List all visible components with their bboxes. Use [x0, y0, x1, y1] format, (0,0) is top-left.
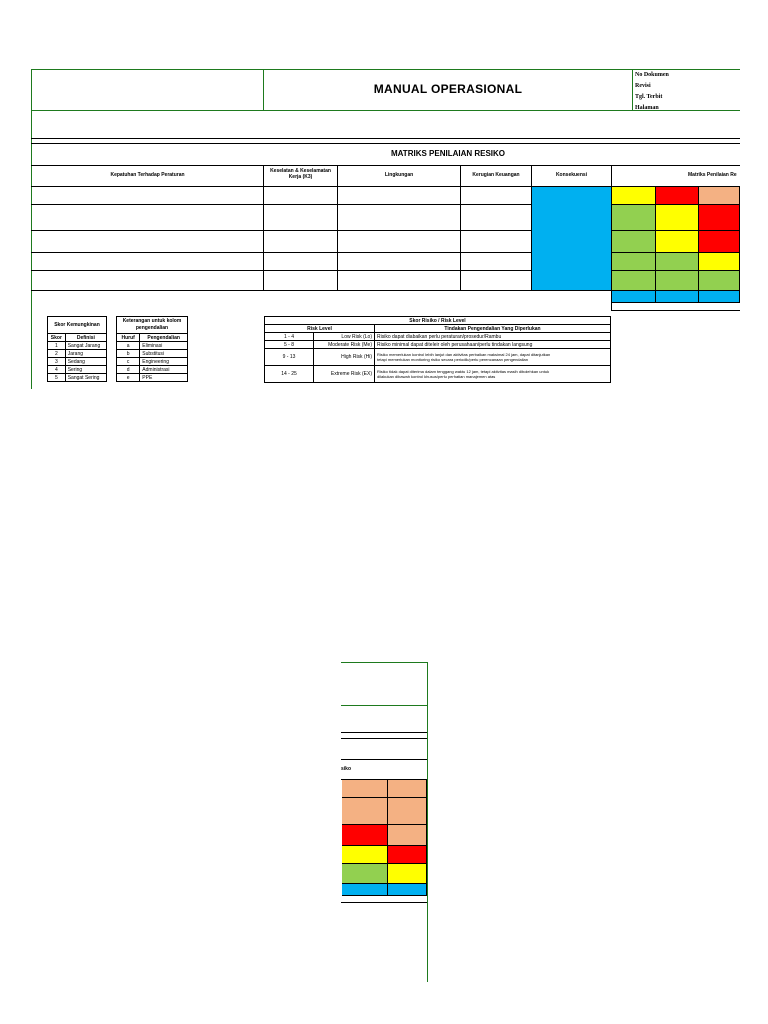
- pengendalian-header-pengendalian: Pengendalian: [140, 334, 188, 342]
- table-row: [265, 341, 611, 349]
- separator-line: [31, 138, 740, 139]
- kemungkinan-table: [47, 316, 107, 382]
- table-row: [117, 342, 188, 350]
- col-kerugian: Kerugian Keuangan: [472, 172, 520, 178]
- risk-level-header: Risk Level: [265, 325, 375, 333]
- risk-cell: [699, 231, 740, 253]
- risk-cell: [699, 205, 740, 231]
- risk-cell: [342, 846, 388, 864]
- risk-cell: [699, 187, 740, 205]
- risk-level-name: High Risk (Hi): [314, 349, 375, 366]
- risk-cell: [388, 798, 427, 825]
- meta-revisi: Revisi: [635, 83, 651, 89]
- kemungkinan-title: Skor Kemungkinan: [48, 317, 107, 334]
- risk-range: 1 - 4: [265, 333, 314, 341]
- page2-header-bottom: [341, 705, 428, 706]
- col-konsekuensi: Konsekuensi: [555, 172, 588, 178]
- pengendalian-value: Engineering: [140, 358, 188, 366]
- risk-range: 14 - 25: [265, 366, 314, 383]
- tindakan-header: Tindakan Pengendalian Yang Diperlukan: [375, 325, 611, 333]
- risk-level-title: Skor Risiko / Risk Level: [265, 317, 611, 325]
- pengendalian-title-line2: pengendalian: [135, 325, 169, 331]
- table-row: [265, 333, 611, 341]
- document-title: MANUAL OPERASIONAL: [373, 82, 523, 96]
- document-meta: [635, 70, 669, 114]
- separator-line: [341, 732, 427, 733]
- definisi-value: Jarang: [65, 350, 106, 358]
- pengendalian-value: Eliminasi: [140, 342, 188, 350]
- table-row: [117, 358, 188, 366]
- col-lingkungan: Lingkungan: [384, 172, 414, 178]
- risk-level-name: Moderate Risk (Me): [314, 341, 375, 349]
- risk-cell: [612, 205, 656, 231]
- pengendalian-table: [116, 316, 188, 382]
- huruf-value: b: [117, 350, 140, 358]
- risk-cell: [612, 187, 656, 205]
- risk-cell: [699, 291, 740, 303]
- risk-cell: [388, 884, 427, 896]
- risk-range: 9 - 13: [265, 349, 314, 366]
- kemungkinan-header-definisi: Definisi: [65, 334, 106, 342]
- risk-range: 5 - 8: [265, 341, 314, 349]
- risk-cell: [656, 291, 699, 303]
- skor-value: 5: [48, 374, 66, 382]
- definisi-value: Sedang: [65, 358, 106, 366]
- risk-action: Risiko minimal dapat diteleir oleh perusahaan/perlu tindakan langsung: [375, 341, 611, 349]
- risk-cell: [388, 780, 427, 798]
- separator-line: [341, 738, 427, 739]
- table-row: [48, 374, 107, 382]
- risk-cell: [656, 205, 699, 231]
- huruf-value: c: [117, 358, 140, 366]
- risk-cell: [656, 271, 699, 291]
- pengendalian-header-huruf: Huruf: [117, 334, 140, 342]
- separator-line: [341, 759, 427, 760]
- huruf-value: d: [117, 366, 140, 374]
- risk-level-table: [264, 316, 611, 383]
- pengendalian-title-line1: Keterangan untuk kolom: [122, 318, 182, 324]
- risk-cell: [342, 825, 388, 846]
- risk-cell: [612, 291, 656, 303]
- risk-cell: [699, 271, 740, 291]
- page2-header-top: [341, 662, 428, 663]
- risk-cell: [612, 253, 656, 271]
- matrix-title: MATRIKS PENILAIAN RESIKO: [390, 149, 506, 158]
- pengendalian-value: PPE: [140, 374, 188, 382]
- risk-cell: [612, 271, 656, 291]
- definisi-value: Sangat Jarang: [65, 342, 106, 350]
- pengendalian-value: Administrasi: [140, 366, 188, 374]
- risk-action: Risiko dapat diabaikan perlu peraturan/prosedur/Rambu: [375, 333, 611, 341]
- skor-value: 1: [48, 342, 66, 350]
- risk-action-line1: Risiko tidak dapat diterima dalam tenggang waktu 12 jam, tetapi aktivitas masih dibolehkan untuk: [377, 369, 550, 374]
- risk-action: [375, 366, 611, 383]
- header-bottom-border: [31, 110, 740, 111]
- col-kepatuhan: Kepatuhan Terhadap Peraturan: [110, 172, 185, 178]
- kemungkinan-header-skor: Skor: [48, 334, 66, 342]
- separator-line: [31, 143, 740, 144]
- risk-cell: [388, 864, 427, 884]
- page2-right-border: [427, 662, 428, 982]
- matrix-header-top: [31, 165, 740, 166]
- skor-value: 3: [48, 358, 66, 366]
- table-row: [48, 366, 107, 374]
- risk-level-name: Low Risk (Lo): [314, 333, 375, 341]
- risk-action: [375, 349, 611, 366]
- header-divider-right: [632, 69, 633, 111]
- risk-cell: [699, 253, 740, 271]
- meta-no-dokumen: No Dokumen: [635, 72, 669, 78]
- table-row: [48, 350, 107, 358]
- table-row: [265, 366, 611, 383]
- risk-cell: [342, 798, 388, 825]
- col-k3: Keselatan & Keselamatan Kerja (K3): [270, 168, 331, 180]
- risk-cell: [612, 231, 656, 253]
- table-row: [117, 374, 188, 382]
- risk-cell: [388, 825, 427, 846]
- huruf-value: e: [117, 374, 140, 382]
- meta-tgl-terbit: Tgl. Terbit: [635, 94, 663, 100]
- risk-cell: [342, 780, 388, 798]
- risk-level-name: Extreme Risk (EX): [314, 366, 375, 383]
- grid-line: [337, 165, 338, 290]
- risk-action-line2: dilakukan dibawah kontrol khusus/perlu perhatian manajemen atas: [377, 374, 496, 379]
- risk-action-line1: Risiko memerlukan kontrol lebih lanjut dan aktivitas perbaikan maksimal 24 jam, dapat ditanjutkan: [377, 352, 551, 357]
- grid-line: [263, 165, 264, 290]
- skor-value: 4: [48, 366, 66, 374]
- table-row: [265, 349, 611, 366]
- definisi-value: Sangat Sering: [65, 374, 106, 382]
- skor-value: 2: [48, 350, 66, 358]
- col-matriks: Matriks Penilaian Re: [688, 172, 737, 178]
- header-top-border: [31, 69, 740, 70]
- left-border: [31, 69, 32, 389]
- grid-line: [460, 165, 461, 290]
- meta-halaman: Halaman: [635, 105, 659, 111]
- table-row: [48, 358, 107, 366]
- risk-cell: [656, 253, 699, 271]
- pengendalian-title: [117, 317, 188, 334]
- risk-cell: [342, 884, 388, 896]
- huruf-value: a: [117, 342, 140, 350]
- page2-title-fragment: siko: [341, 766, 352, 772]
- table-row: [48, 342, 107, 350]
- table-row: [117, 366, 188, 374]
- table-row: [117, 350, 188, 358]
- risk-cell: [388, 846, 427, 864]
- pengendalian-value: Substitusi: [140, 350, 188, 358]
- risk-cell: [656, 187, 699, 205]
- definisi-value: Sering: [65, 366, 106, 374]
- risk-cell: [342, 864, 388, 884]
- risk-cell: [656, 231, 699, 253]
- risk-action-line2: tetapi memerlukan monitoring risiko secara periodik/perlu perencanaan pengendalian: [377, 357, 528, 362]
- konsekuensi-column: [532, 187, 611, 290]
- row-line: [341, 902, 427, 903]
- row-line: [611, 310, 740, 311]
